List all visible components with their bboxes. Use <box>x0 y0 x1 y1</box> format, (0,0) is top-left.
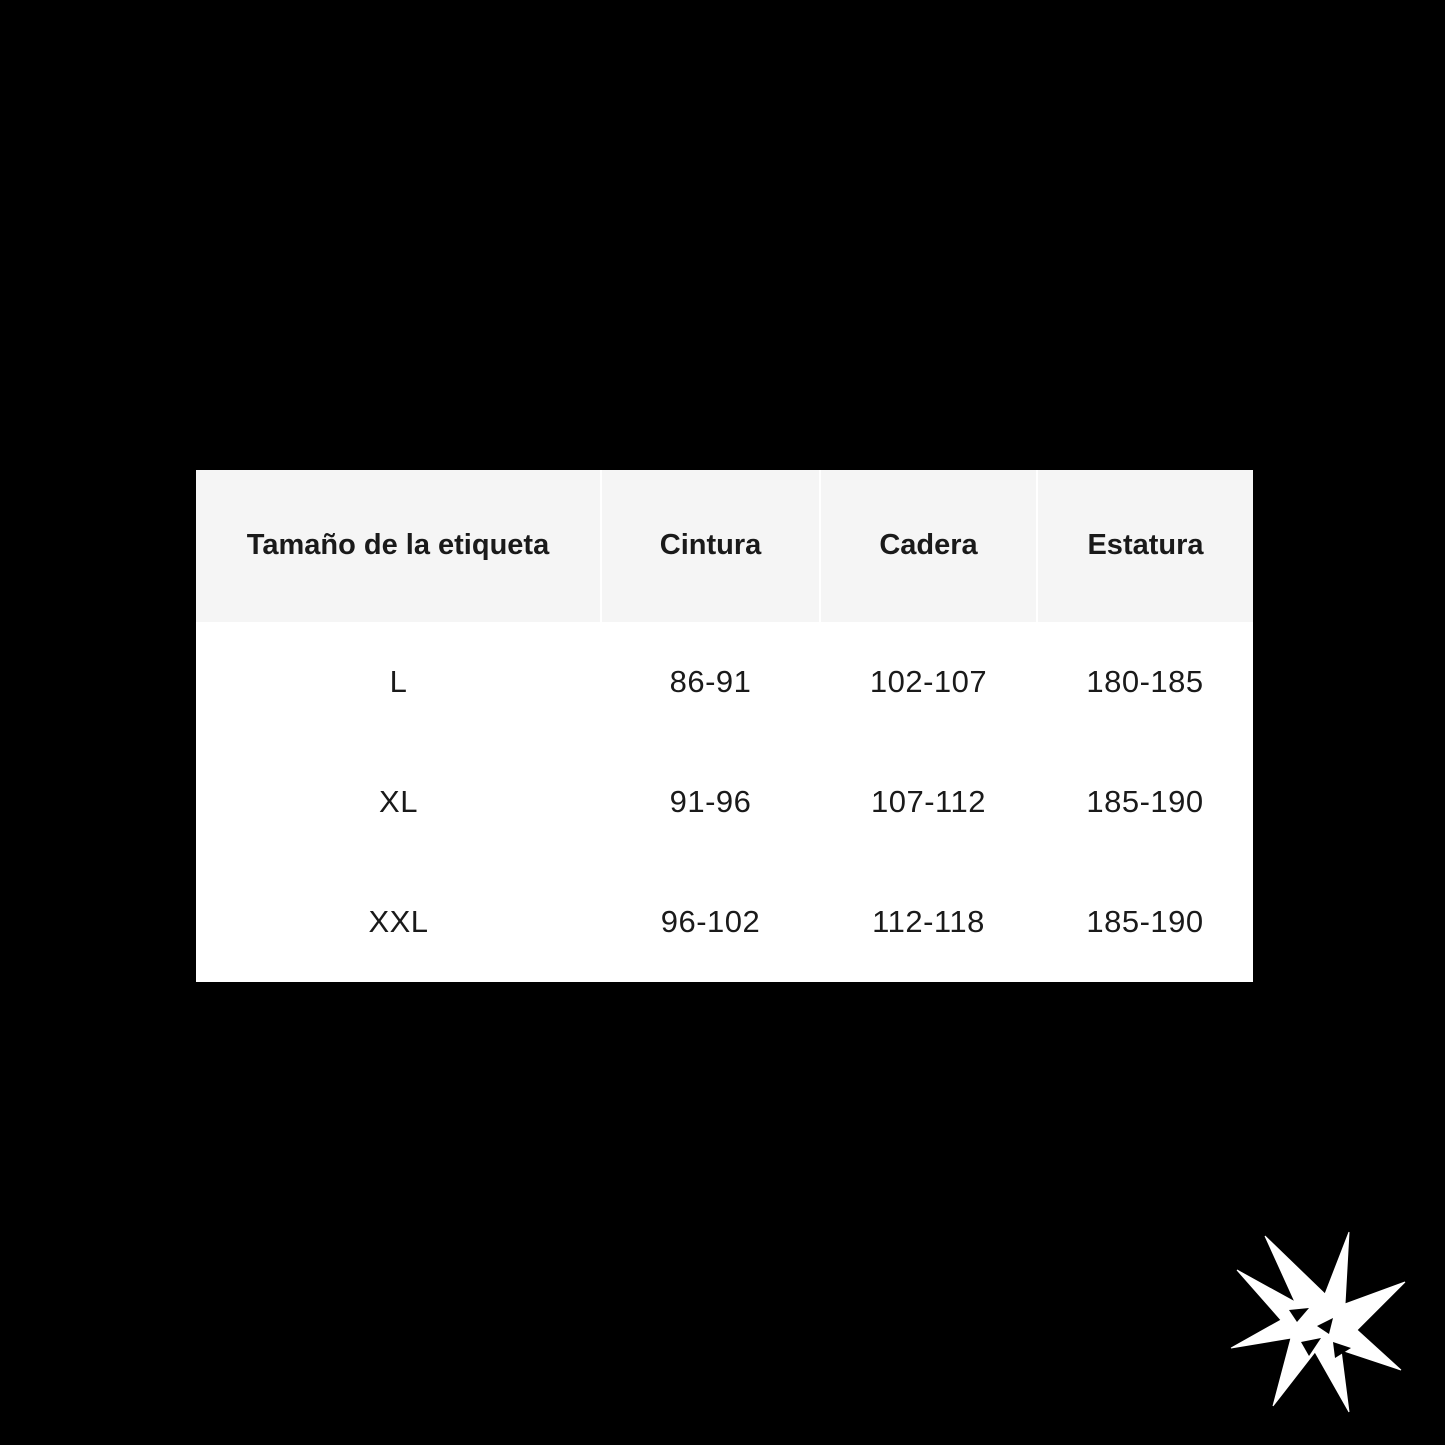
column-header-waist: Cintura <box>601 470 820 622</box>
cell-size: L <box>196 622 601 742</box>
column-header-hip: Cadera <box>820 470 1037 622</box>
cell-height: 185-190 <box>1037 742 1253 862</box>
table-body <box>196 622 1253 982</box>
column-header-height: Estatura <box>1037 470 1253 622</box>
size-chart-table <box>196 470 1253 982</box>
cell-hip: 107-112 <box>820 742 1037 862</box>
cell-size: XXL <box>196 862 601 982</box>
table-header <box>196 470 1253 622</box>
cell-height: 180-185 <box>1037 622 1253 742</box>
column-header-label-size: Tamaño de la etiqueta <box>196 470 601 622</box>
cell-waist: 86-91 <box>601 622 820 742</box>
table-row <box>196 742 1253 862</box>
table-row <box>196 862 1253 982</box>
cell-waist: 91-96 <box>601 742 820 862</box>
star-logo-icon <box>1229 1230 1409 1415</box>
table-row <box>196 622 1253 742</box>
cell-height: 185-190 <box>1037 862 1253 982</box>
cell-waist: 96-102 <box>601 862 820 982</box>
cell-hip: 102-107 <box>820 622 1037 742</box>
cell-hip: 112-118 <box>820 862 1037 982</box>
table-header-row <box>196 470 1253 622</box>
cell-size: XL <box>196 742 601 862</box>
size-chart-container <box>196 470 1253 982</box>
